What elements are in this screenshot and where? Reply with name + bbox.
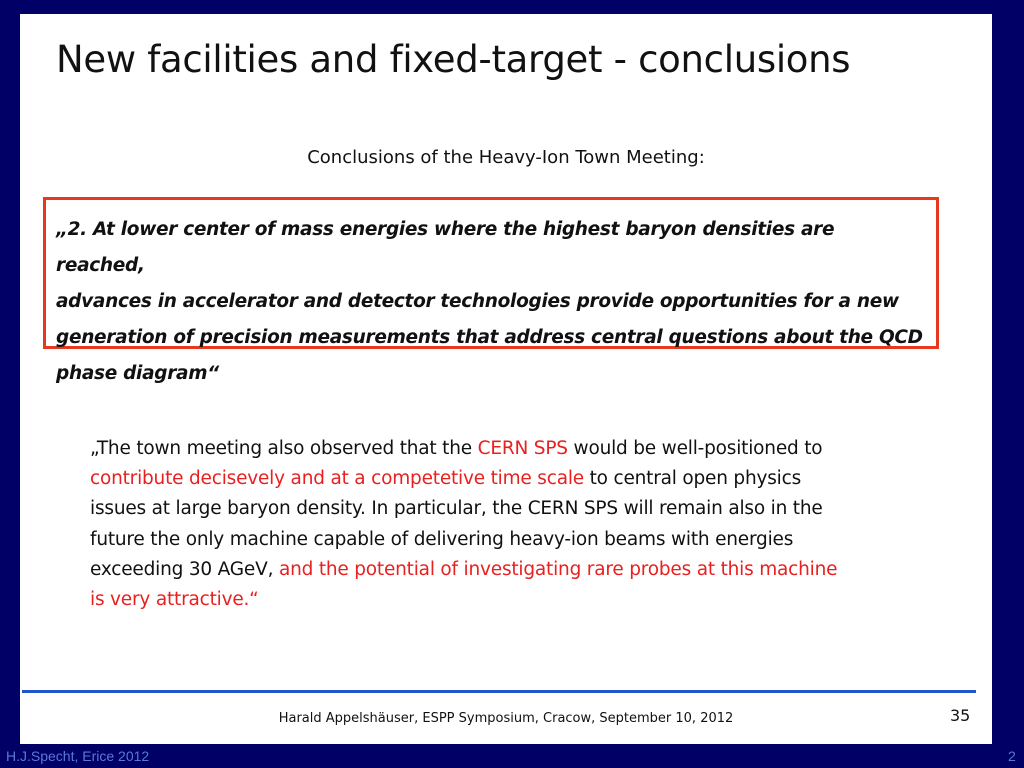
text-span: exceeding 30 AGeV, [90,558,279,580]
highlight-span: and the potential of investigating rare probes at this machine [278,558,838,580]
text-span: to central open physics [583,468,802,490]
quote-line: generation of precision measurements that address central questions about the QCD [56,327,923,348]
highlight-span: CERN SPS [477,438,568,459]
slide-title: New facilities and fixed-target - conclusions [56,38,851,81]
slide-canvas [20,14,992,744]
paragraph-line: issues at large baryon density. In particular, the CERN SPS will remain also in the [90,498,823,520]
quote-line: advances in accelerator and detector technologies provide opportunities for a new [56,291,899,312]
quote-line: phase diagram“ [56,363,219,384]
paragraph-line: future the only machine capable of delivering heavy-ion beams with energies [90,528,794,550]
quote-box [43,197,939,384]
paragraph-line [90,555,940,585]
paragraph-line [90,464,940,494]
text-span: would be well-positioned to [567,438,823,459]
paragraph-line [90,434,940,464]
paragraph-line: is very attractive.“ [90,589,259,611]
text-span: „The town meeting also observed that the [90,438,478,459]
footer-divider [22,690,976,693]
slide-subtitle: Conclusions of the Heavy-Ion Town Meeting: [307,147,705,168]
highlight-span: contribute decisevely and at a competetive time scale [90,468,584,490]
inner-slide-number: 35 [950,706,971,725]
quote-line: „2. At lower center of mass energies where the highest baryon densities are reached, [56,219,835,276]
author-footer: H.J.Specht, Erice 2012 [6,748,150,764]
slide-footer: Harald Appelshäuser, ESPP Symposium, Cracow, September 10, 2012 [278,711,734,726]
town-meeting-paragraph [90,434,940,615]
page-number: 2 [1008,748,1016,764]
